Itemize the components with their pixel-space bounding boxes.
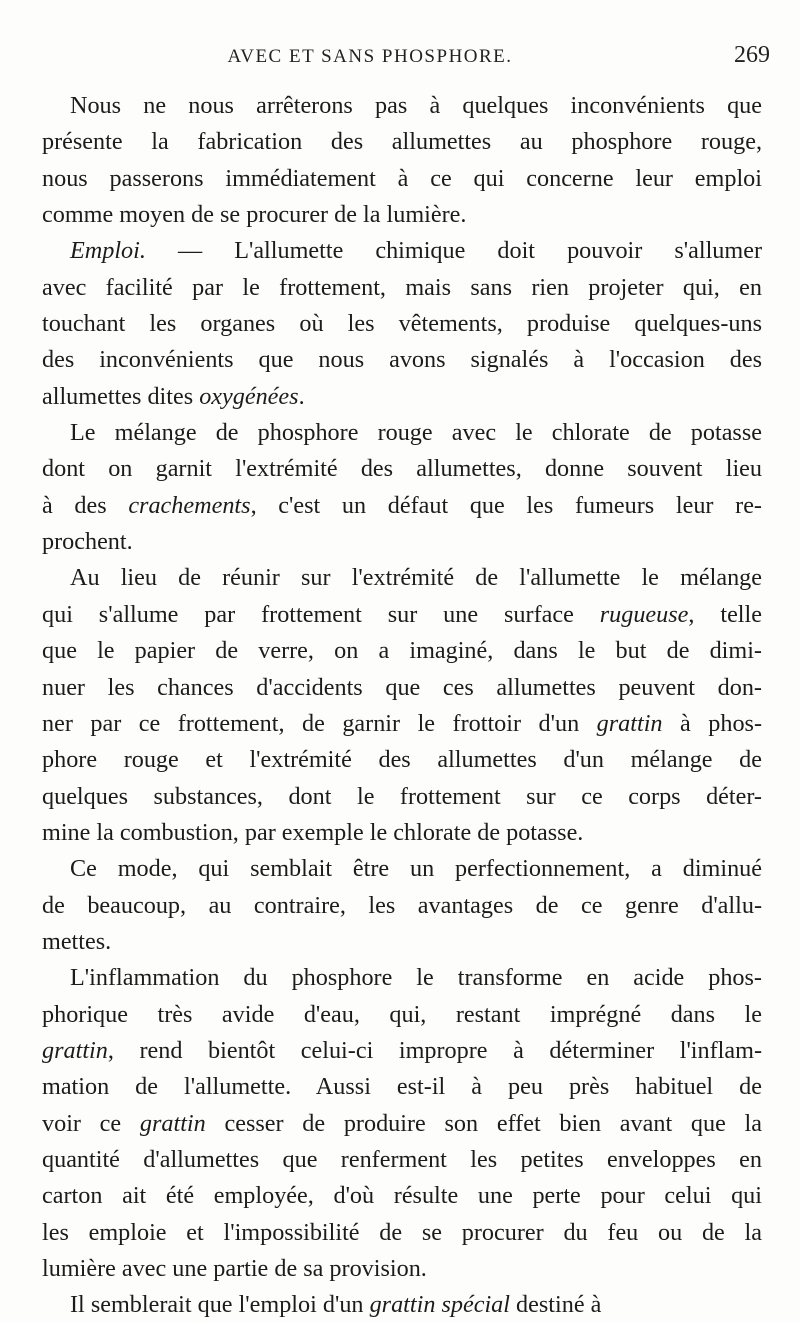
- text-run: dont on garnit l'extrémité des allumettes, donne souvent lieu: [42, 455, 762, 483]
- text-run: — L'allumette chimique doit pouvoir s'allumer: [145, 237, 762, 265]
- text-line: [42, 1106, 762, 1142]
- text-line: [42, 524, 762, 560]
- text-run: allumettes dites: [42, 382, 200, 410]
- text-run: présente la fabrication des allumettes au phosphore rouge,: [42, 128, 762, 156]
- text-run: de beaucoup, au contraire, les avantages de ce genre d'allu-: [42, 891, 762, 919]
- text-line: [42, 779, 762, 815]
- text-run: mine la combustion, par exemple le chlorate de potasse.: [42, 818, 584, 846]
- text-line: [42, 670, 762, 706]
- text-line: [42, 742, 762, 778]
- italic-text: crachements: [128, 491, 251, 519]
- text-line: [42, 379, 762, 415]
- text-line: [42, 1287, 762, 1323]
- italic-text: grattin: [596, 709, 663, 737]
- text-line: [42, 706, 762, 742]
- text-run: touchant les organes où les vêtements, produise quelques-uns: [42, 310, 762, 338]
- text-line: [42, 1215, 762, 1251]
- text-line: [42, 1142, 762, 1178]
- paragraph: [42, 851, 762, 960]
- italic-text: grattin spécial: [369, 1291, 510, 1319]
- text-line: [42, 960, 762, 996]
- text-run: nuer les chances d'accidents que ces allumettes peuvent don-: [42, 673, 762, 701]
- text-line: [42, 488, 762, 524]
- text-line: [42, 415, 762, 451]
- text-run: nous passerons immédiatement à ce qui concerne leur emploi: [42, 164, 762, 192]
- paragraph: [42, 233, 762, 415]
- paragraph: [42, 88, 762, 233]
- italic-text: grattin: [139, 1109, 206, 1137]
- text-line: [42, 1069, 762, 1105]
- text-run: lumière avec une partie de sa provision.: [42, 1255, 427, 1282]
- text-run: cesser de produire son effet bien avant que la: [205, 1109, 762, 1137]
- text-run: qui s'allume par frottement sur une surface: [42, 600, 600, 628]
- text-run: à phos-: [662, 709, 763, 737]
- text-line: [42, 451, 762, 487]
- text-run: Ce mode, qui semblait être un perfectionnement, a diminué: [70, 855, 762, 883]
- italic-text: rugueuse: [599, 600, 689, 628]
- page-number: 269: [734, 42, 770, 68]
- text-run: Il semblerait que l'emploi d'un: [70, 1291, 370, 1319]
- text-line: [42, 597, 762, 633]
- text-line: [42, 1251, 762, 1287]
- paragraph: [42, 560, 762, 851]
- paragraph: [42, 415, 762, 560]
- text-run: mettes.: [42, 927, 112, 955]
- text-run: Nous ne nous arrêterons pas à quelques inconvénients que: [70, 92, 762, 119]
- paragraph: [42, 960, 762, 1287]
- text-run: que le papier de verre, on a imaginé, dans le but de dimi-: [42, 637, 762, 665]
- text-line: [42, 342, 762, 378]
- text-run: quelques substances, dont le frottement sur ce corps déter-: [42, 782, 762, 810]
- text-line: [42, 1178, 762, 1214]
- text-line: [42, 124, 762, 160]
- text-run: avec facilité par le frottement, mais sans rien projeter qui, en: [42, 273, 762, 301]
- running-title: AVEC ET SANS PHOSPHORE.: [227, 46, 513, 67]
- italic-text: oxygénées: [199, 382, 299, 410]
- text-line: [42, 888, 762, 924]
- text-run: phore rouge et l'extrémité des allumettes d'un mélange de: [42, 746, 762, 774]
- text-run: , rend bientôt celui-ci impropre à déterminer l'inflam-: [107, 1036, 762, 1064]
- text-line: [42, 88, 762, 124]
- text-line: [42, 306, 762, 342]
- text-run: mation de l'allumette. Aussi est-il à peu près habituel de: [42, 1073, 762, 1101]
- text-run: destiné à: [510, 1291, 602, 1319]
- text-run: à des: [42, 491, 129, 519]
- text-line: [42, 633, 762, 669]
- text-line: [42, 924, 762, 960]
- text-run: les emploie et l'impossibilité de se procurer du feu ou de la: [42, 1218, 762, 1246]
- text-run: phorique très avide d'eau, qui, restant imprégné dans le: [42, 1000, 762, 1028]
- italic-text: grattin: [42, 1036, 108, 1064]
- text-line: [42, 851, 762, 887]
- text-run: prochent.: [42, 528, 133, 556]
- text-line: [42, 815, 762, 851]
- text-line: [42, 1033, 762, 1069]
- text-run: , c'est un défaut que les fumeurs leur re-: [250, 491, 762, 519]
- text-run: ner par ce frottement, de garnir le frottoir d'un: [42, 709, 597, 737]
- running-head: [40, 40, 770, 74]
- body-text: [42, 88, 762, 1324]
- text-run: .: [298, 382, 305, 410]
- text-run: , telle: [688, 600, 762, 628]
- text-run: Le mélange de phosphore rouge avec le chlorate de potasse: [70, 419, 762, 447]
- text-run: voir ce: [42, 1109, 140, 1137]
- text-run: des inconvénients que nous avons signalés à l'occasion des: [42, 346, 762, 374]
- text-line: [42, 560, 762, 596]
- text-line: [42, 997, 762, 1033]
- paragraph: [42, 1287, 762, 1323]
- text-line: [42, 161, 762, 197]
- text-run: L'inflammation du phosphore le transforme en acide phos-: [70, 964, 762, 992]
- text-run: quantité d'allumettes que renferment les petites enveloppes en: [42, 1145, 762, 1173]
- text-run: comme moyen de se procurer de la lumière.: [42, 201, 467, 229]
- text-line: [42, 270, 762, 306]
- text-run: carton ait été employée, d'où résulte une perte pour celui qui: [42, 1182, 762, 1210]
- text-line: [42, 197, 762, 233]
- text-run: Au lieu de réunir sur l'extrémité de l'allumette le mélange: [70, 564, 762, 592]
- text-line: [42, 233, 762, 269]
- italic-text: Emploi.: [70, 237, 146, 265]
